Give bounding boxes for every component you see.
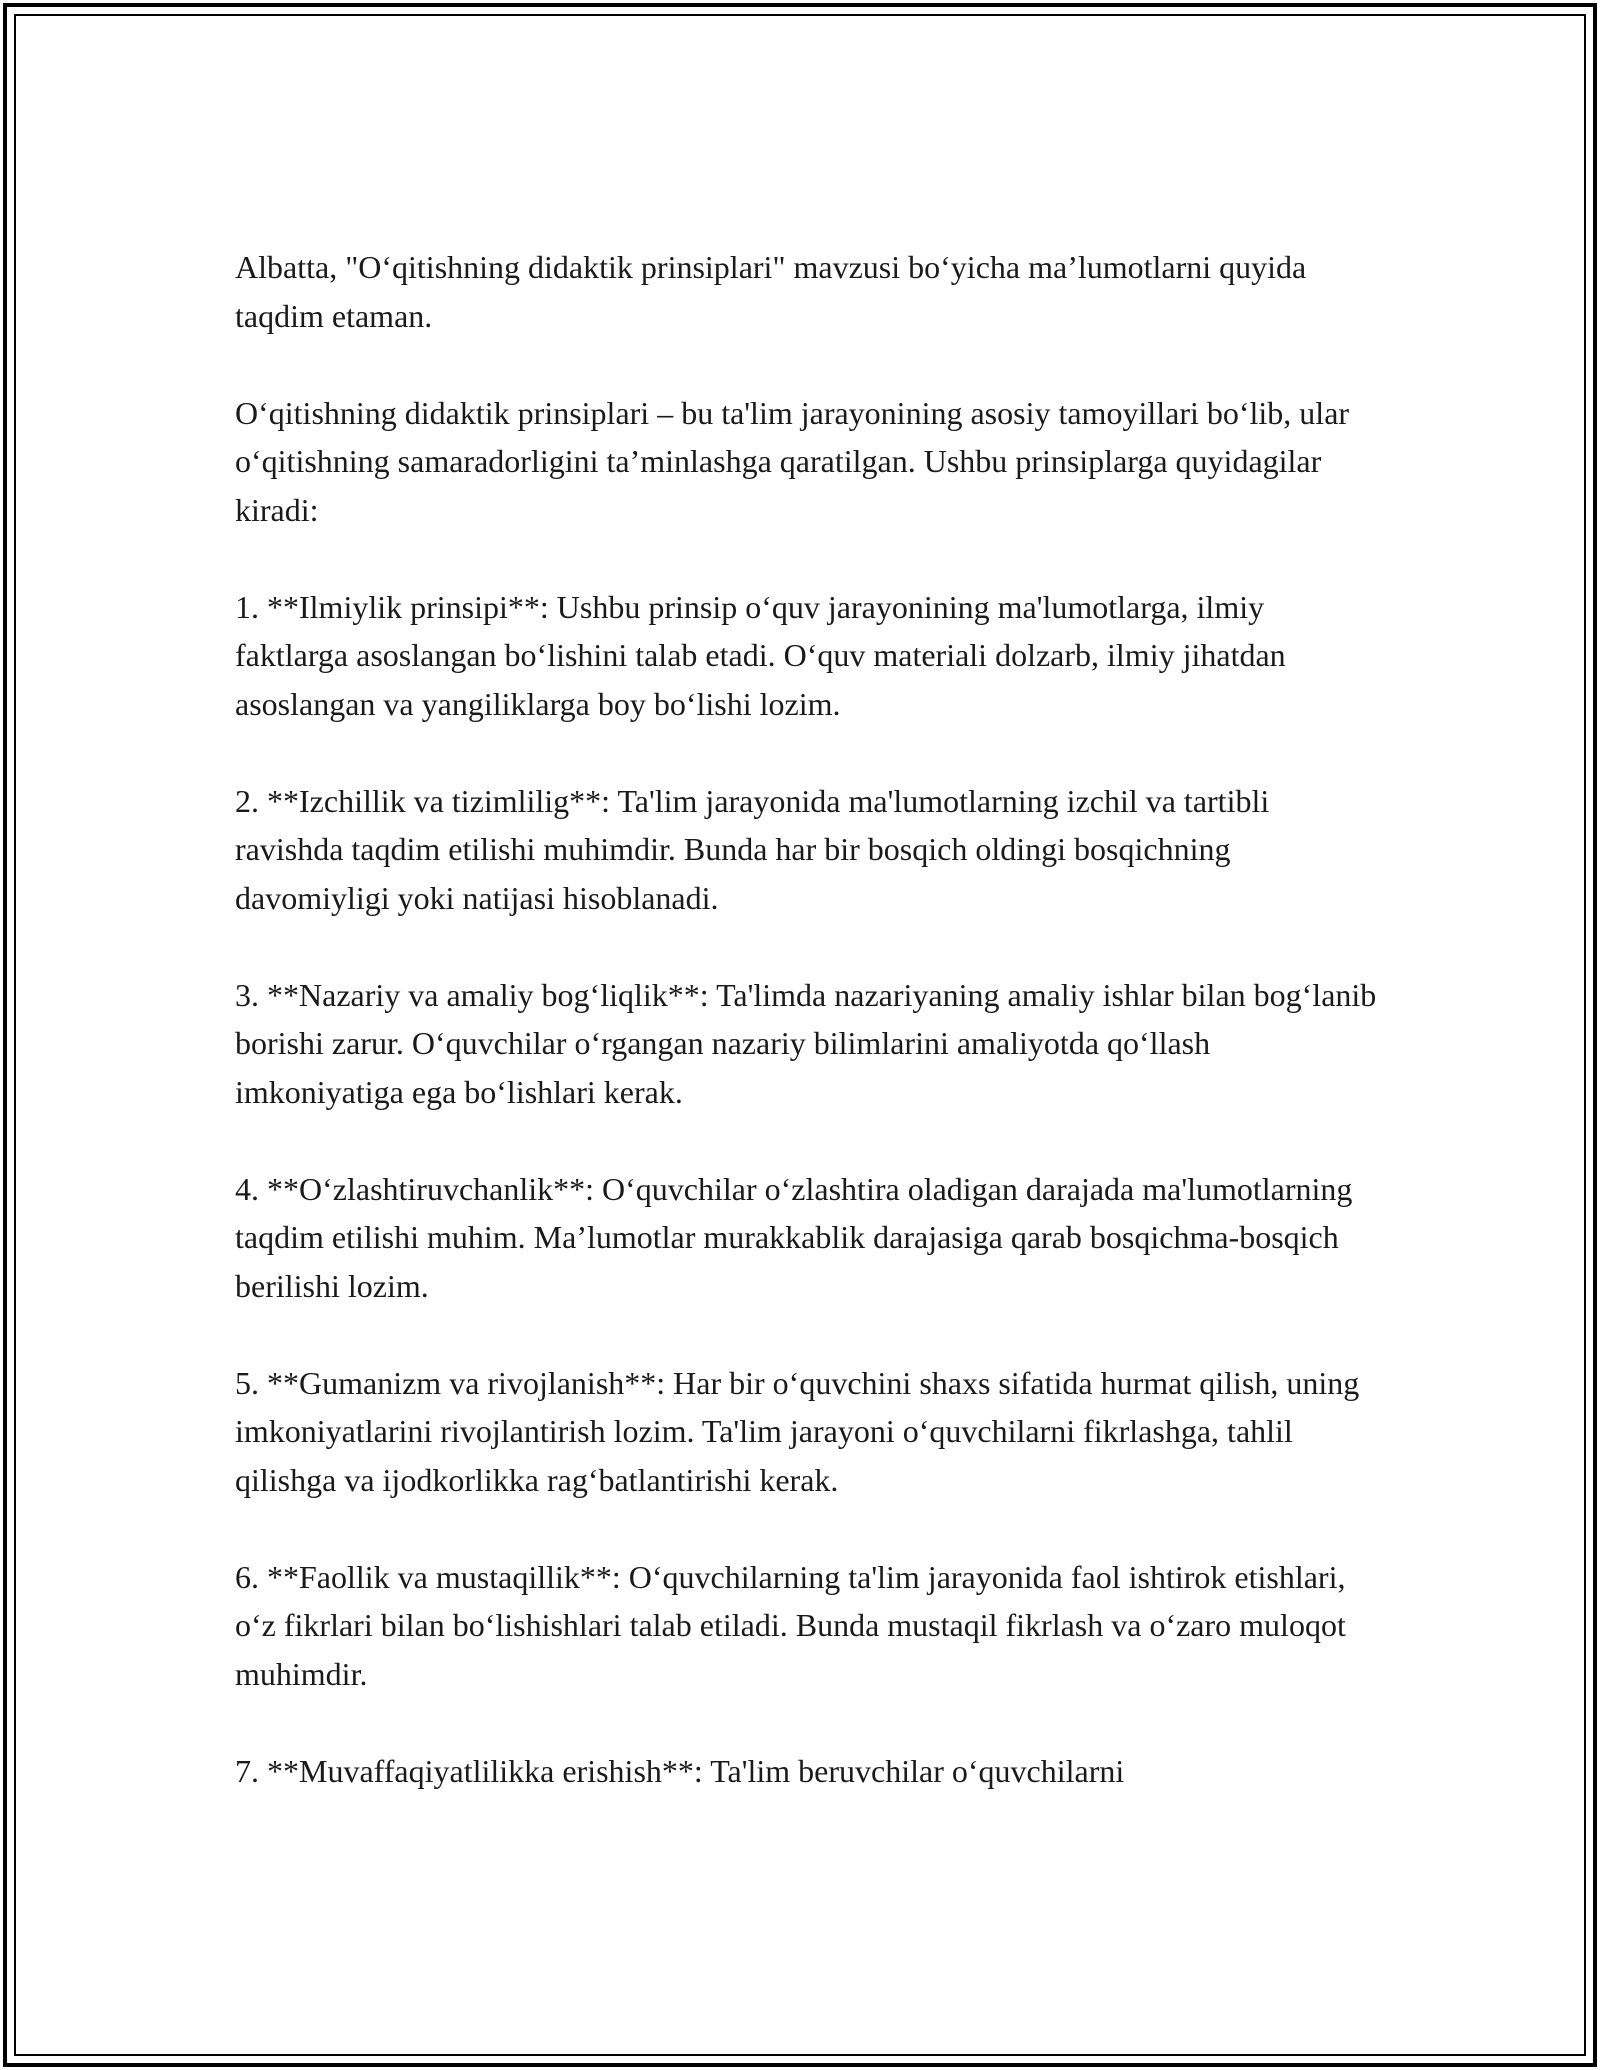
principle-5-paragraph: 5. **Gumanizm va rivojlanish**: Har bir o‘quvchini shaxs sifatida hurmat qilish, uning imkoniyatlarini rivojlantirish lozim. Ta'lim jarayoni o‘quvchilarni fikrlashga, tahlil qilishga va ijodkorlikka rag‘batlantirishi kerak. <box>235 1364 1360 1498</box>
principle-4-paragraph: 4. **O‘zlashtiruvchanlik**: O‘quvchilar o‘zlashtira oladigan darajada ma'lumotlarning taqdim etilishi muhim. Ma’lumotlar murakkablik darajasiga qarab bosqichma-bosqich berilishi lozim. <box>235 1170 1353 1304</box>
principle-7-paragraph: 7. **Muvaffaqiyatlilikka erishish**: Ta'lim beruvchilar o‘quvchilarni <box>235 1752 1125 1789</box>
principle-2-paragraph: 2. **Izchillik va tizimlilig**: Ta'lim jarayonida ma'lumotlarning izchil va tartibli ravishda taqdim etilishi muhimdir. Bunda har bir bosqich oldingi bosqichning davomiyligi yoki natijasi hisoblanadi. <box>235 782 1270 916</box>
principle-6-paragraph: 6. **Faollik va mustaqillik**: O‘quvchilarning ta'lim jarayonida faol ishtirok etishlari, o‘z fikrlari bilan bo‘lishishlari talab etiladi. Bunda mustaqil fikrlash va o‘zaro muloqot muhimdir. <box>235 1558 1346 1692</box>
principle-1-paragraph: 1. **Ilmiylik prinsipi**: Ushbu prinsip o‘quv jarayonining ma'lumotlarga, ilmiy faktlarga asoslangan bo‘lishini talab etadi. O‘quv materiali dolzarb, ilmiy jihatdan asoslangan va yangiliklarga boy bo‘lishi lozim. <box>235 588 1286 722</box>
document-body <box>235 243 1385 1844</box>
principle-3-paragraph: 3. **Nazariy va amaliy bog‘liqlik**: Ta'limda nazariyaning amaliy ishlar bilan bog‘lanib borishi zarur. O‘quvchilar o‘rgangan nazariy bilimlarini amaliyotda qo‘llash imkoniyatiga ega bo‘lishlari kerak. <box>235 976 1377 1110</box>
overview-paragraph: O‘qitishning didaktik prinsiplari – bu ta'lim jarayonining asosiy tamoyillari bo‘lib, ular o‘qitishning samaradorligini ta’minlashga qaratilgan. Ushbu prinsiplarga quyidagilar kiradi: <box>235 394 1350 528</box>
intro-paragraph: Albatta, "O‘qitishning didaktik prinsiplari" mavzusi bo‘yicha ma’lumotlarni quyida taqdim etaman. <box>235 249 1307 334</box>
